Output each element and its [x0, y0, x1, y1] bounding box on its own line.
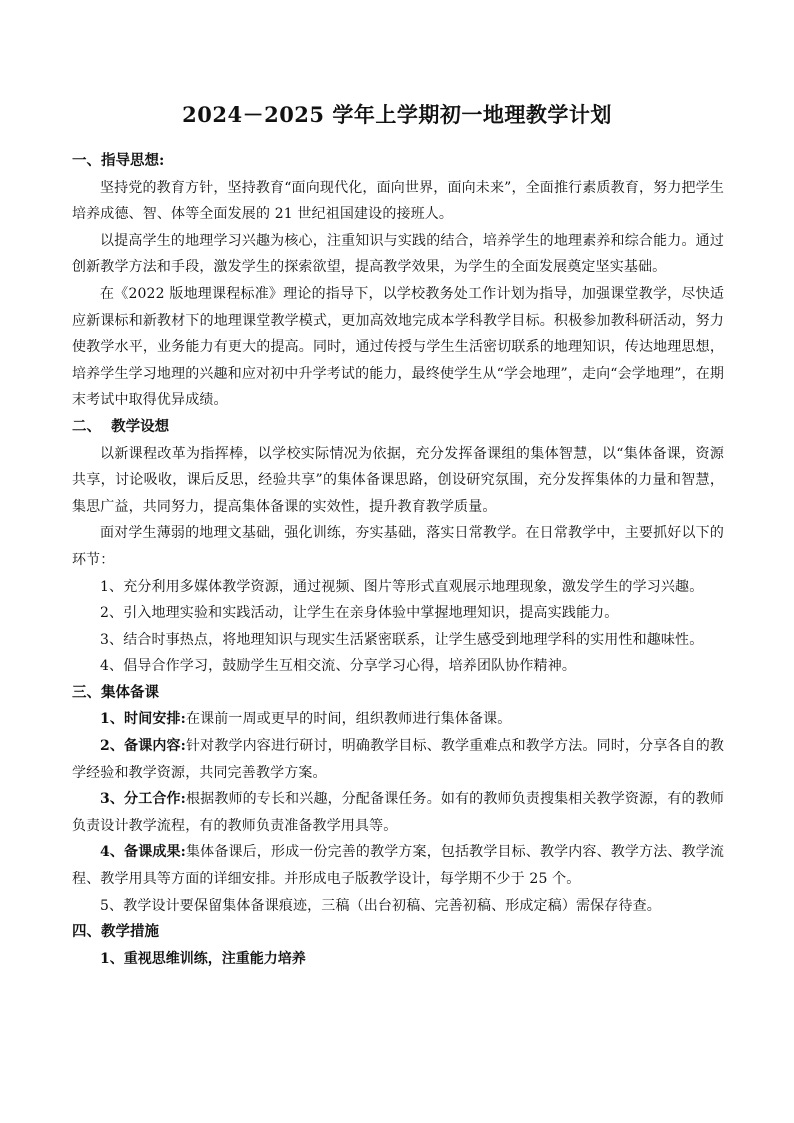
paragraph: 面对学生薄弱的地理文基础，强化训练，夯实基础，落实日常教学。在日常教学中，主要抓好以下的环节： — [72, 525, 724, 568]
item-lead: 4、备课成果: — [100, 844, 187, 861]
item-text: 根据教师的专长和兴趣，分配备课任务。如有的教师负责搜集相关教学资源，有的教师负责设计教学流程，有的教师负责准备教学用具等。 — [72, 791, 724, 834]
item-lead: 1、时间安排: — [100, 711, 186, 728]
document-body — [72, 148, 724, 972]
item-lead: 2、备课内容: — [100, 738, 187, 755]
section-heading: 三、集体备课 — [72, 683, 159, 701]
section-heading: 一、指导思想: — [72, 152, 165, 169]
section-heading: 二、 教学设想 — [72, 417, 170, 435]
list-item — [72, 893, 724, 920]
list-item — [72, 706, 724, 733]
section-teaching-plan — [72, 414, 724, 680]
list-item — [72, 839, 724, 892]
item-lead: 3、分工合作: — [100, 791, 187, 808]
section-guiding-ideology — [72, 148, 724, 414]
list-item: 4、倡导合作学习，鼓励学生互相交流、分享学习心得，培养团队协作精神。 — [100, 658, 577, 675]
section-collective-lesson-prep — [72, 680, 724, 919]
item-text: 针对教学内容进行研讨，明确教学目标、教学重难点和教学方法。同时，分享各自的教学经验和教学资源，共同完善教学方案。 — [72, 738, 724, 781]
list-item — [72, 786, 724, 839]
paragraph: 以提高学生的地理学习兴趣为核心，注重知识与实践的结合，培养学生的地理素养和综合能力。通过创新教学方法和手段，激发学生的探索欲望，提高教学效果，为学生的全面发展奠定坚实基础。 — [72, 232, 724, 276]
list-item — [72, 733, 724, 786]
paragraph: 在《2022 版地理课程标准》理论的指导下，以学校教务处工作计划为指导，加强课堂教学，尽快适应新课标和新教材下的地理课堂教学模式，更加高效地完成本学科教学目标。积极参加教科研活动，努力使教学水平，业务能力有更大的提高。同时，通过传授与学生生活密切联系的地理知识，传达地理思想，培养学生学习地理的兴趣和应对初中升学考试的能力，最终使学生从“学会地理”，走向“会学地理”，在期末考试中取得优异成绩。 — [72, 285, 724, 409]
subheading: 1、重视思维训练，注重能力培养 — [100, 950, 306, 967]
section-teaching-measures — [72, 919, 724, 972]
list-item: 1、充分利用多媒体教学资源，通过视频、图片等形式直观展示地理现象，激发学生的学习兴趣。 — [100, 578, 704, 595]
list-item: 3、结合时事热点，将地理知识与现实生活紧密联系，让学生感受到地理学科的实用性和趣味性。 — [100, 631, 704, 648]
section-heading: 四、教学措施 — [72, 923, 159, 941]
paragraph: 以新课程改革为指挥棒，以学校实际情况为依据，充分发挥备课组的集体智慧，以“集体备课，资源共享，讨论吸收，课后反思，经验共享”的集体备课思路，创设研究氛围，充分发挥集体的力量和智慧，集思广益，共同努力，提高集体备课的实效性，提升教育教学质量。 — [72, 445, 724, 515]
document-title: 2024－2025 学年上学期初一地理教学计划 — [182, 102, 612, 127]
item-text: 5、教学设计要保留集体备课痕迹，三稿（出台初稿、完善初稿、形成定稿）需保存待查。 — [100, 897, 661, 914]
item-text: 在课前一周或更早的时间，组织教师进行集体备课。 — [185, 711, 512, 728]
paragraph: 坚持党的教育方针，坚持教育“面向现代化，面向世界，面向未来”，全面推行素质教育，努力把学生培养成德、智、体等全面发展的 21 世纪祖国建设的接班人。 — [72, 179, 724, 223]
list-item: 2、引入地理实验和实践活动，让学生在亲身体验中掌握地理知识，提高实践能力。 — [100, 605, 619, 622]
item-text: 集体备课后，形成一份完善的教学方案，包括教学目标、教学内容、教学方法、教学流程、教学用具等方面的详细安排。并形成电子版教学设计，每学期不少于 25 个。 — [72, 844, 724, 888]
